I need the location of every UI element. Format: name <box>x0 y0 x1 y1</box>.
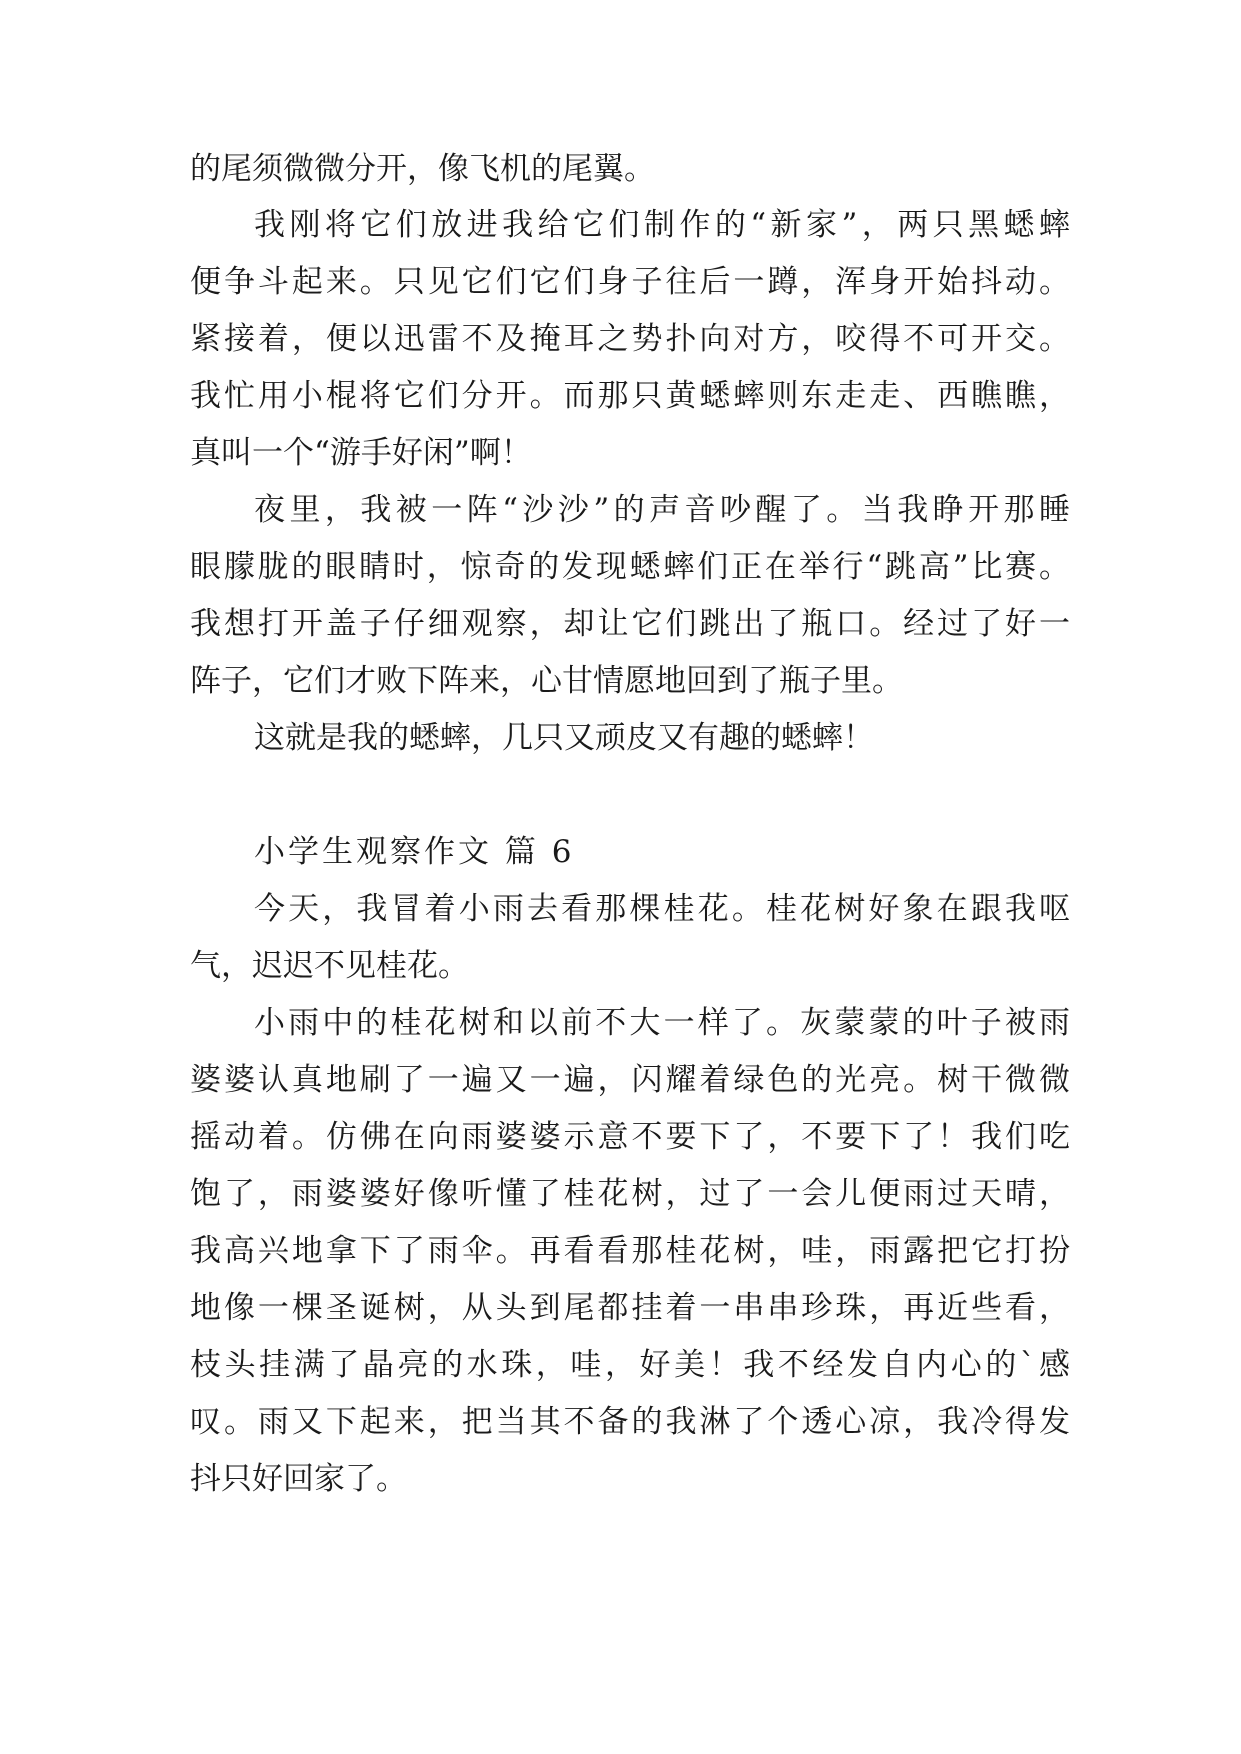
text-line: 我忙用小棍将它们分开。而那只黄蟋蟀则东走走、西瞧瞧， <box>190 378 1070 414</box>
text-line: 的尾须微微分开，像飞机的尾翼。 <box>190 151 655 187</box>
paragraph-first-line: 这就是我的蟋蟀，几只又顽皮又有趣的蟋蟀！ <box>254 720 874 756</box>
text-line: 婆婆认真地刷了一遍又一遍，闪耀着绿色的光亮。树干微微 <box>190 1062 1070 1098</box>
text-line: 我想打开盖子仔细观察，却让它们跳出了瓶口。经过了好一 <box>190 606 1070 642</box>
paragraph-first-line: 我刚将它们放进我给它们制作的“新家”，两只黑蟋蟀 <box>254 207 1070 243</box>
text-line: 叹。雨又下起来，把当其不备的我淋了个透心凉，我冷得发 <box>190 1404 1070 1440</box>
text-line: 真叫一个“游手好闲”啊！ <box>190 435 532 471</box>
text-line: 便争斗起来。只见它们它们身子往后一蹲，浑身开始抖动。 <box>190 264 1070 300</box>
text-line: 眼朦胧的眼睛时，惊奇的发现蟋蟀们正在举行“跳高”比赛。 <box>190 549 1070 585</box>
text-line: 气，迟迟不见桂花。 <box>190 948 469 984</box>
text-line: 我高兴地拿下了雨伞。再看看那桂花树，哇，雨露把它打扮 <box>190 1233 1070 1269</box>
text-line: 饱了，雨婆婆好像听懂了桂花树，过了一会儿便雨过天晴， <box>190 1176 1070 1212</box>
text-line: 地像一棵圣诞树，从头到尾都挂着一串串珍珠，再近些看， <box>190 1290 1070 1326</box>
paragraph-first-line: 夜里，我被一阵“沙沙”的声音吵醒了。当我睁开那睡 <box>254 492 1070 528</box>
paragraph-first-line: 小雨中的桂花树和以前不大一样了。灰蒙蒙的叶子被雨 <box>254 1005 1070 1041</box>
text-line: 枝头挂满了晶亮的水珠，哇，好美！我不经发自内心的`感 <box>190 1347 1070 1383</box>
paragraph-first-line: 今天，我冒着小雨去看那棵桂花。桂花树好象在跟我呕 <box>254 891 1070 927</box>
text-line: 抖只好回家了。 <box>190 1461 407 1497</box>
text-line: 紧接着，便以迅雷不及掩耳之势扑向对方，咬得不可开交。 <box>190 321 1070 357</box>
section-heading: 小学生观察作文 篇 6 <box>254 834 575 870</box>
text-line: 阵子，它们才败下阵来，心甘情愿地回到了瓶子里。 <box>190 663 903 699</box>
text-line: 摇动着。仿佛在向雨婆婆示意不要下了，不要下了！我们吃 <box>190 1119 1070 1155</box>
